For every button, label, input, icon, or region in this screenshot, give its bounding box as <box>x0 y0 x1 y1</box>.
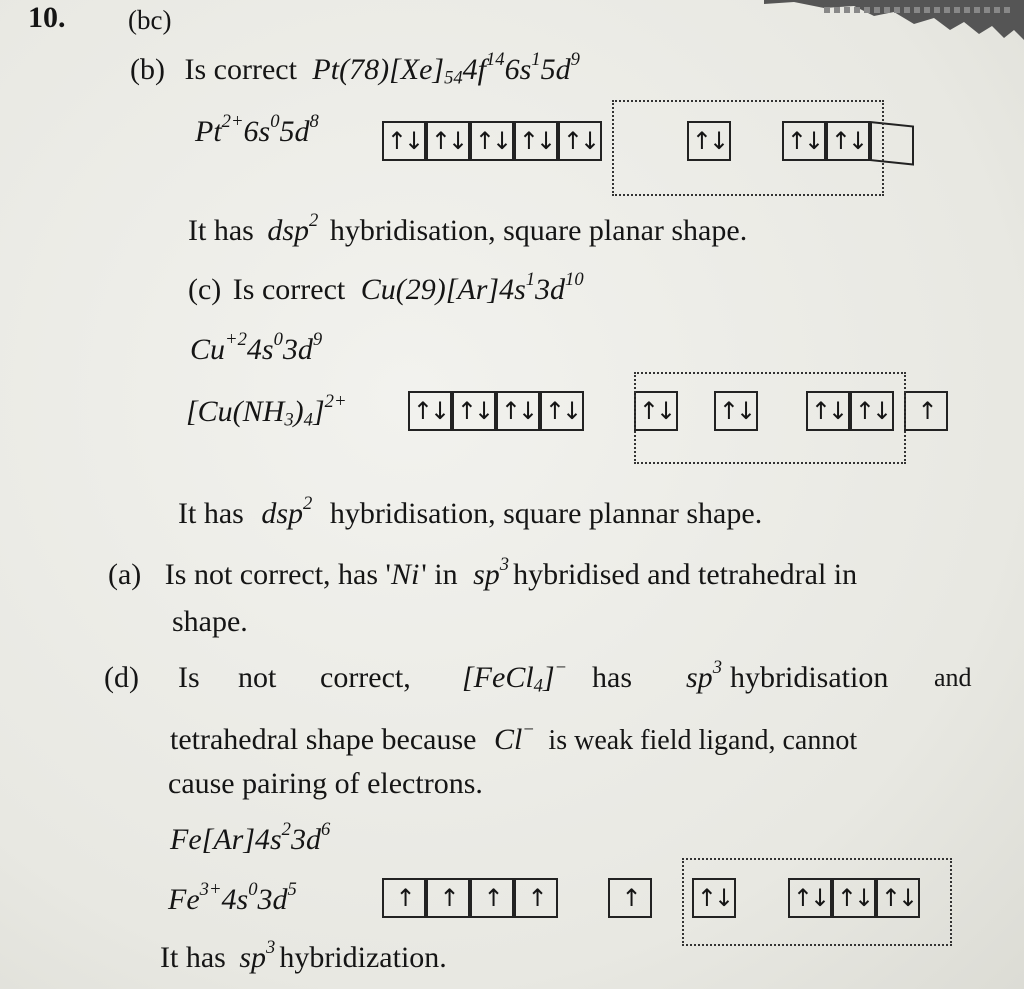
hybridisation-dsp2: dsp$^2$ <box>267 210 319 247</box>
conclusion-suffix: hybridisation, square plannar shape. <box>329 497 763 530</box>
option-d-config: $Fe[Ar]4s^23d^6$ <box>170 819 331 856</box>
option-d-word: not <box>238 661 277 694</box>
option-d-line-1 <box>104 657 984 697</box>
orbital-box: ↑↓ <box>382 121 426 161</box>
option-b-tag: (b) <box>130 53 165 86</box>
orbital-box: ↑↓ <box>806 391 850 431</box>
orbital-box: ↑↓ <box>687 121 731 161</box>
answer-key: (bc) <box>128 5 172 35</box>
orbital-box: ↑↓ <box>782 121 826 161</box>
conclusion-suffix: hybridization. <box>279 941 447 974</box>
option-c-line <box>188 269 584 308</box>
option-d-text: is weak field ligand, cannot <box>548 725 858 756</box>
orbital-box: ↑↓ <box>832 878 876 918</box>
option-b-statement: Is correct <box>184 53 297 86</box>
option-d-word: hybridisation <box>730 661 889 694</box>
orbital-box: ↑↓ <box>470 121 514 161</box>
option-b-ion: $Pt^{2+}6s^05d^8$ <box>195 111 319 148</box>
option-d-word: correct, <box>320 661 411 694</box>
orbital-box: ↑↓ <box>634 391 678 431</box>
orbital-box: ↑ <box>904 391 948 431</box>
option-c-config: $Cu(29)[Ar]4s^13d^{10}$ <box>360 269 584 306</box>
option-a-text: hybridised and tetrahedral in <box>513 558 858 591</box>
orbital-box: ↑↓ <box>714 391 758 431</box>
option-a-line-1 <box>108 554 858 593</box>
orbital-box: ↑↓ <box>408 391 452 431</box>
nickel-symbol: Ni <box>390 558 420 591</box>
option-d-word: and <box>934 663 972 692</box>
orbital-box: ↑↓ <box>558 121 602 161</box>
orbital-box: ↑↓ <box>876 878 920 918</box>
conclusion-prefix: It has <box>188 214 254 247</box>
option-c-ion: $Cu^{+2}4s^03d^9$ <box>190 329 323 366</box>
option-d-conclusion <box>160 937 447 976</box>
option-a-text: ' in <box>421 558 458 591</box>
conclusion-prefix: It has <box>160 941 226 974</box>
option-b-config: $Pt(78)[Xe]_{54}4f^{14}6s^15d^9$ <box>312 49 580 89</box>
option-a-text: Is not correct, has ' <box>164 558 391 591</box>
option-d-word: has <box>592 661 632 694</box>
option-b-line <box>130 49 580 89</box>
option-d-tag: (d) <box>104 661 139 694</box>
option-c-conclusion <box>178 493 763 532</box>
chloride-ion: Cl− <box>494 719 535 756</box>
option-c-statement: Is correct <box>232 273 346 306</box>
option-a-line-2: shape. <box>172 605 248 638</box>
option-d-ion: $Fe^{3+}4s^03d^5$ <box>168 879 297 916</box>
fecl4-complex: [FeCl$_4$]− <box>462 657 568 697</box>
torn-edge-decoration <box>764 0 1024 40</box>
orbital-box: ↑ <box>608 878 652 918</box>
question-number: 10. <box>28 1 66 34</box>
orbital-box: ↑ <box>382 878 426 918</box>
orbital-box: ↑ <box>426 878 470 918</box>
option-b-conclusion <box>188 210 748 249</box>
hybridisation-sp3: $sp^3$ <box>239 937 276 974</box>
hybridisation-sp3: $sp^3$ <box>686 657 722 694</box>
orbital-box: ↑ <box>470 878 514 918</box>
orbital-box: ↑↓ <box>788 878 832 918</box>
option-d-line-2 <box>170 719 858 759</box>
option-c-hybrid-dotted-box <box>634 372 906 464</box>
option-d-word: Is <box>178 661 200 694</box>
orbital-box: ↑↓ <box>426 121 470 161</box>
orbital-box: ↑↓ <box>540 391 584 431</box>
orbital-box: ↑↓ <box>514 121 558 161</box>
option-b-hybrid-dotted-box <box>612 100 884 196</box>
conclusion-prefix: It has <box>178 497 244 530</box>
hybridisation-dsp2: dsp$^2$ <box>261 493 313 530</box>
orbital-box: ↑↓ <box>496 391 540 431</box>
orbital-box: ↑ <box>514 878 558 918</box>
conclusion-suffix: hybridisation, square planar shape. <box>329 214 748 247</box>
hybridisation-sp3: $sp^3$ <box>473 554 510 591</box>
option-c-complex: $[Cu(NH_3)_4]^{2+}$ <box>186 391 347 431</box>
option-d-line-3: cause pairing of electrons. <box>168 767 483 800</box>
option-c-tag: (c) <box>188 273 222 306</box>
orbital-box: ↑↓ <box>850 391 894 431</box>
option-d-hybrid-dotted-box <box>682 858 952 946</box>
orbital-box: ↑↓ <box>826 121 870 161</box>
option-a-tag: (a) <box>108 558 142 591</box>
orbital-box: ↑↓ <box>692 878 736 918</box>
orbital-box: ↑↓ <box>452 391 496 431</box>
option-d-text: tetrahedral shape because <box>170 723 477 756</box>
